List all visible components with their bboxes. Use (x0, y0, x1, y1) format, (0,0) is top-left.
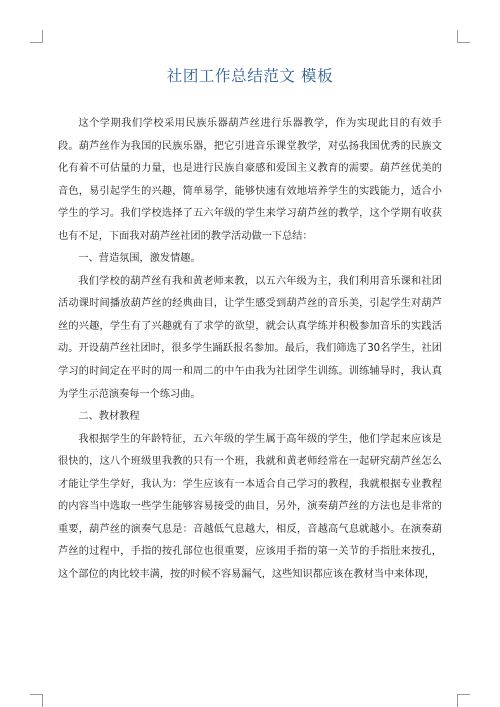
atmosphere-paragraph: 我们学校的葫芦丝有我和黄老师来教，以五六年级为主，我们利用音乐课和社团活动课时间播放葫芦丝的经典曲目，让学生感受到葫芦丝的音乐美，引起学生对葫芦丝的兴趣，学生有了兴趣就有了求学的欲望，就会认真学练并积极参加音乐的实践活动。开设葫芦丝社团时，很多学生踊跃报名参加。最后，我们筛选了30名学生，社团学习的时间定在平时的周一和周二的中午由我为社团学生训练。训练辅导时，我认真为学生示范演奏每一个练习曲。 (58, 275, 442, 400)
textbook-paragraph: 我根据学生的年龄特征，五六年级的学生属于高年级的学生，他们学起来应该是很快的，这八个班级里我教的只有一个班，我就和黄老师经常在一起研究葫芦丝怎么才能让学生学好，我认为：学生应该有一本适合自己学习的教程，我就根据专业教程的内容当中选取一些学生能够容易接受的曲目，另外，演奏葫芦丝的方法也是非常的重要，葫芦丝的演奏气息是：音越低气息越大，相反，音越高气息就越小。在演奏葫芦丝的过程中，手指的按孔部位也很重要，应该用手指的第一关节的手指肚来按孔，这个部位的肉比较丰满，按的时候不容易漏气，这些知识都应该在教材当中来体现， (58, 433, 442, 580)
section-heading-atmosphere: 一、营造氛围，激发情趣。 (78, 253, 201, 265)
section-heading-textbook: 二、教材教程 (78, 411, 140, 423)
crop-mark-bottom-right (457, 694, 470, 707)
intro-paragraph: 这个学期我们学校采用民族乐器葫芦丝进行乐器教学，作为实现此目的有效手段。葫芦丝作为我国的民族乐器，把它引进音乐课堂教学，对弘扬我国优秀的民族文化有着不可估量的力量，也是进行民族自豪感和爱国主义教育的需要。葫芦丝优美的音色，易引起学生的兴趣，简单易学，能够快速有效地培养学生的实践能力，适合小学生的学习。我们学校选择了五六年级的学生来学习葫芦丝的教学，这个学期有收获也有不足，下面我对葫芦丝社团的教学活动做一下总结： (58, 118, 442, 242)
crop-mark-top-right (457, 30, 470, 43)
document-title: 社团工作总结范文 模板 (166, 67, 334, 85)
document-body (58, 113, 442, 586)
crop-mark-bottom-left (30, 694, 43, 707)
crop-mark-top-left (30, 30, 43, 43)
